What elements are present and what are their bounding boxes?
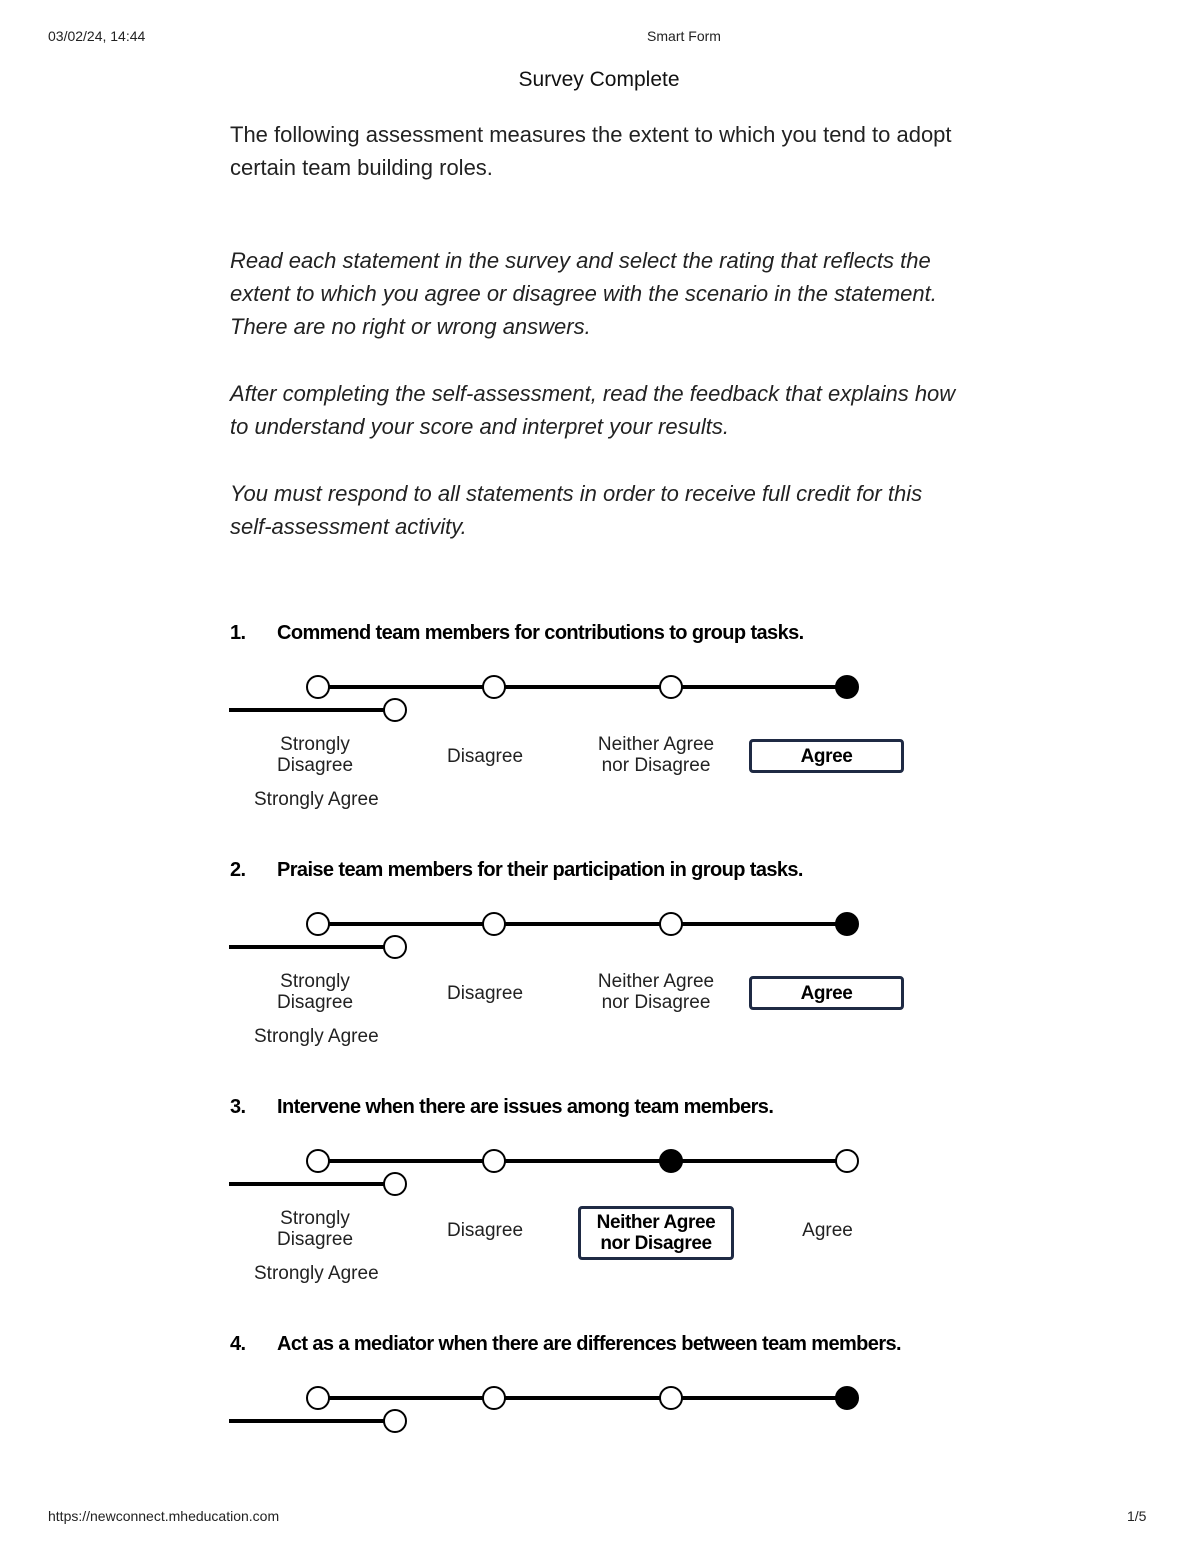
option-strongly-agree[interactable]: Strongly Agree (254, 789, 379, 810)
option-label-line: Strongly (280, 971, 350, 992)
question-text: Act as a mediator when there are differences between team members. (277, 1333, 901, 1355)
radio-neither[interactable] (660, 1387, 682, 1409)
option-label-line: Strongly (280, 1208, 350, 1229)
option-label-line: nor Disagree (601, 992, 711, 1013)
option-label-line: Disagree (276, 1229, 354, 1250)
question-number: 3. (230, 1096, 246, 1118)
question-number: 4. (230, 1333, 246, 1355)
option-label-line: Disagree (446, 982, 524, 1004)
radio-agree[interactable] (836, 1387, 858, 1409)
question-text: Intervene when there are issues among team members. (277, 1096, 774, 1118)
option-label-line: Neither Agree (597, 734, 715, 755)
question-text: Commend team members for contributions to group tasks. (277, 622, 804, 644)
option-strongly-agree[interactable]: Strongly Agree (254, 1263, 379, 1284)
instruction-2: After completing the self-assessment, read the feedback that explains how to understand your score and interpret your results. (230, 381, 956, 439)
option-label-line: Agree (800, 982, 853, 1004)
option-label-line: Agree (800, 745, 853, 767)
option-label-line: Disagree (446, 745, 524, 767)
option-label-line: Agree (802, 1219, 853, 1241)
footer-page-number: 1/5 (1127, 1508, 1147, 1524)
question-number: 1. (230, 622, 246, 644)
page-title: Survey Complete (518, 68, 680, 91)
option-label-line: Strongly (280, 734, 350, 755)
option-strongly-agree[interactable]: Strongly Agree (254, 1026, 379, 1047)
instruction-3: You must respond to all statements in order to receive full credit for this self-assessment activity. (230, 481, 923, 539)
question-text: Praise team members for their participation in group tasks. (277, 859, 803, 881)
instruction-1: Read each statement in the survey and select the rating that reflects the extent to which you agree or disagree with the scenario in the statement. There are no right or wrong answers. (230, 248, 937, 339)
radio-strongly-disagree[interactable] (384, 1410, 406, 1432)
print-page-title: Smart Form (647, 28, 721, 44)
radio-disagree[interactable] (483, 1387, 505, 1409)
option-label-line: nor Disagree (601, 755, 711, 776)
option-label-line: Neither Agree (596, 1212, 716, 1233)
option-label-line: Disagree (276, 755, 354, 776)
option-label-line: Disagree (446, 1219, 524, 1241)
radio-strongly-agree[interactable] (307, 1387, 329, 1409)
option-label-line: Disagree (276, 992, 354, 1013)
intro-text: The following assessment measures the extent to which you tend to adopt certain team building roles. (230, 122, 952, 180)
question-number: 2. (230, 859, 246, 881)
footer-url[interactable]: https://newconnect.mheducation.com (48, 1508, 280, 1524)
print-datetime: 03/02/24, 14:44 (48, 28, 146, 44)
option-label-line: nor Disagree (600, 1233, 712, 1254)
option-label-line: Neither Agree (597, 971, 715, 992)
